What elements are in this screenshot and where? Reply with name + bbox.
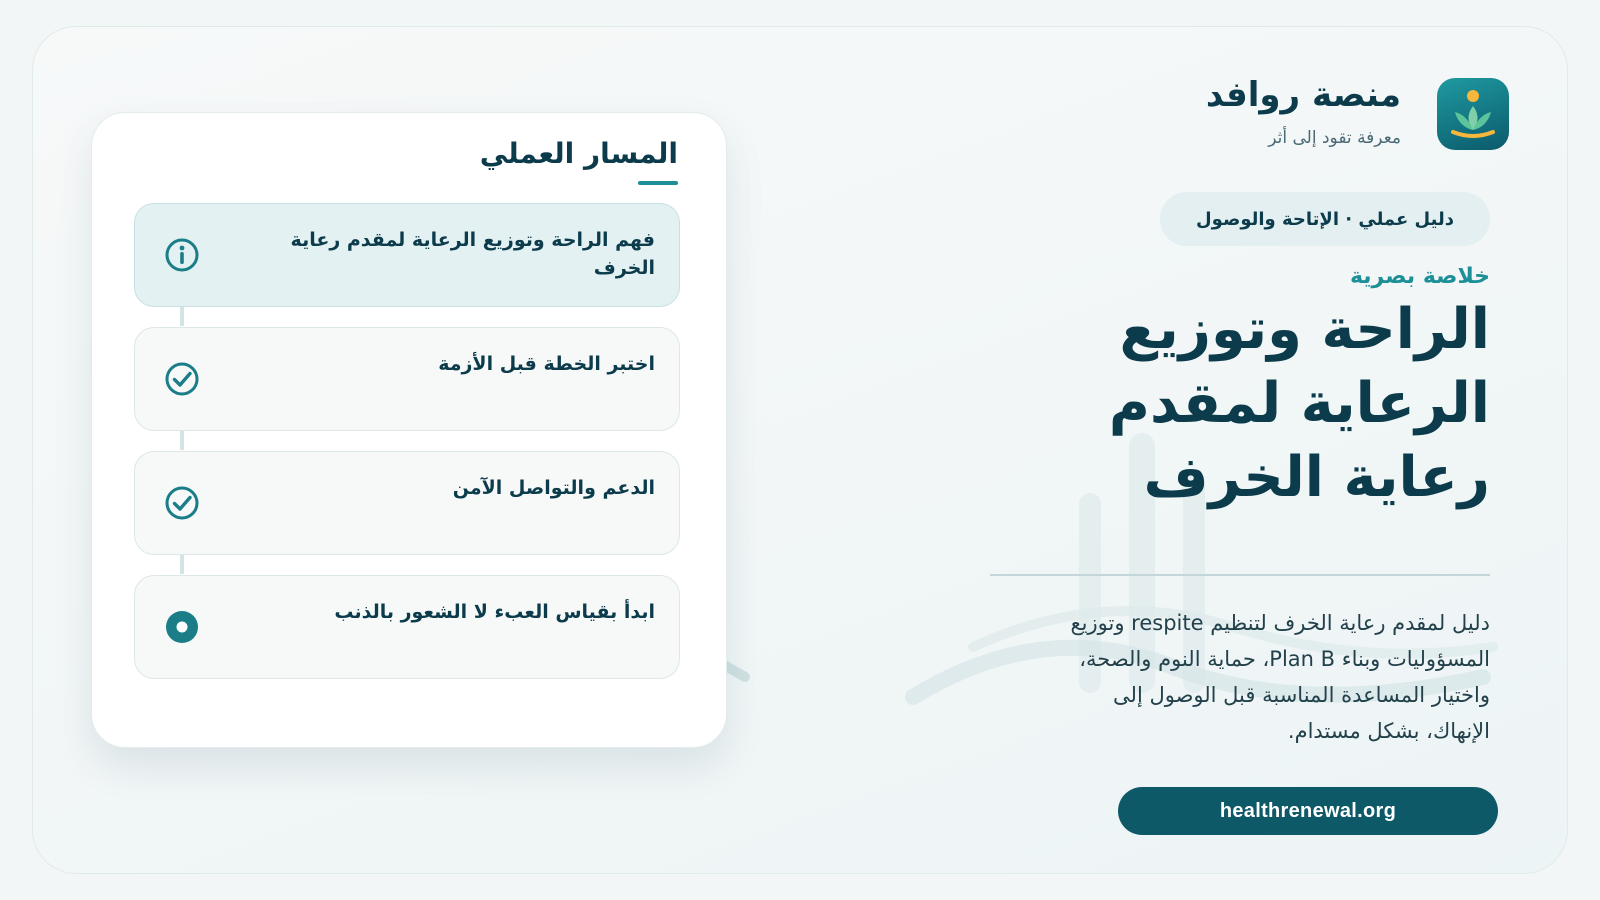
title-line: الراحة وتوزيع bbox=[1119, 297, 1490, 362]
title-line: رعاية الخرف bbox=[1143, 445, 1490, 510]
step-connector bbox=[180, 430, 184, 450]
title-line: الرعاية لمقدم bbox=[1108, 371, 1490, 436]
path-step-1[interactable] bbox=[134, 203, 680, 307]
description: دليل لمقدم رعاية الخرف لتنظيم respite وتوزيع المسؤوليات وبناء Plan B، حماية النوم والصحة، واختيار المساعدة المناسبة قبل الوصول إلى الإنهاك، بشكل مستدام. bbox=[1070, 611, 1490, 743]
page-title bbox=[970, 293, 1490, 515]
step-label: فهم الراحة وتوزيع الرعاية لمقدم رعاية الخرف bbox=[290, 229, 655, 279]
path-step-2[interactable] bbox=[134, 327, 680, 431]
title-underline bbox=[638, 181, 678, 185]
step-label: ابدأ بقياس العبء لا الشعور بالذنب bbox=[334, 601, 655, 623]
check-circle-icon bbox=[163, 484, 201, 522]
website-link-button[interactable]: healthrenewal.org bbox=[1118, 787, 1498, 835]
brand-logo bbox=[1437, 78, 1509, 150]
radio-dot-icon bbox=[163, 608, 201, 646]
category-pill: دليل عملي · الإتاحة والوصول bbox=[1160, 192, 1490, 246]
path-step-4[interactable] bbox=[134, 575, 680, 679]
check-circle-icon bbox=[163, 360, 201, 398]
step-connector bbox=[180, 306, 184, 326]
lotus-sun-icon bbox=[1437, 78, 1509, 150]
card-title: المسار العملي bbox=[479, 137, 678, 170]
divider bbox=[990, 574, 1490, 576]
eyebrow-label: خلاصة بصرية bbox=[1349, 264, 1490, 289]
brand-name: منصة روافد bbox=[1205, 75, 1401, 115]
step-label: اختبر الخطة قبل الأزمة bbox=[438, 353, 655, 375]
brand-tagline: معرفة تقود إلى أثر bbox=[1268, 128, 1401, 148]
step-label: الدعم والتواصل الآمن bbox=[452, 477, 655, 499]
step-connector bbox=[180, 554, 184, 574]
path-step-3[interactable] bbox=[134, 451, 680, 555]
practical-path-card bbox=[91, 112, 727, 748]
info-icon bbox=[163, 236, 201, 274]
page-frame bbox=[32, 26, 1568, 874]
